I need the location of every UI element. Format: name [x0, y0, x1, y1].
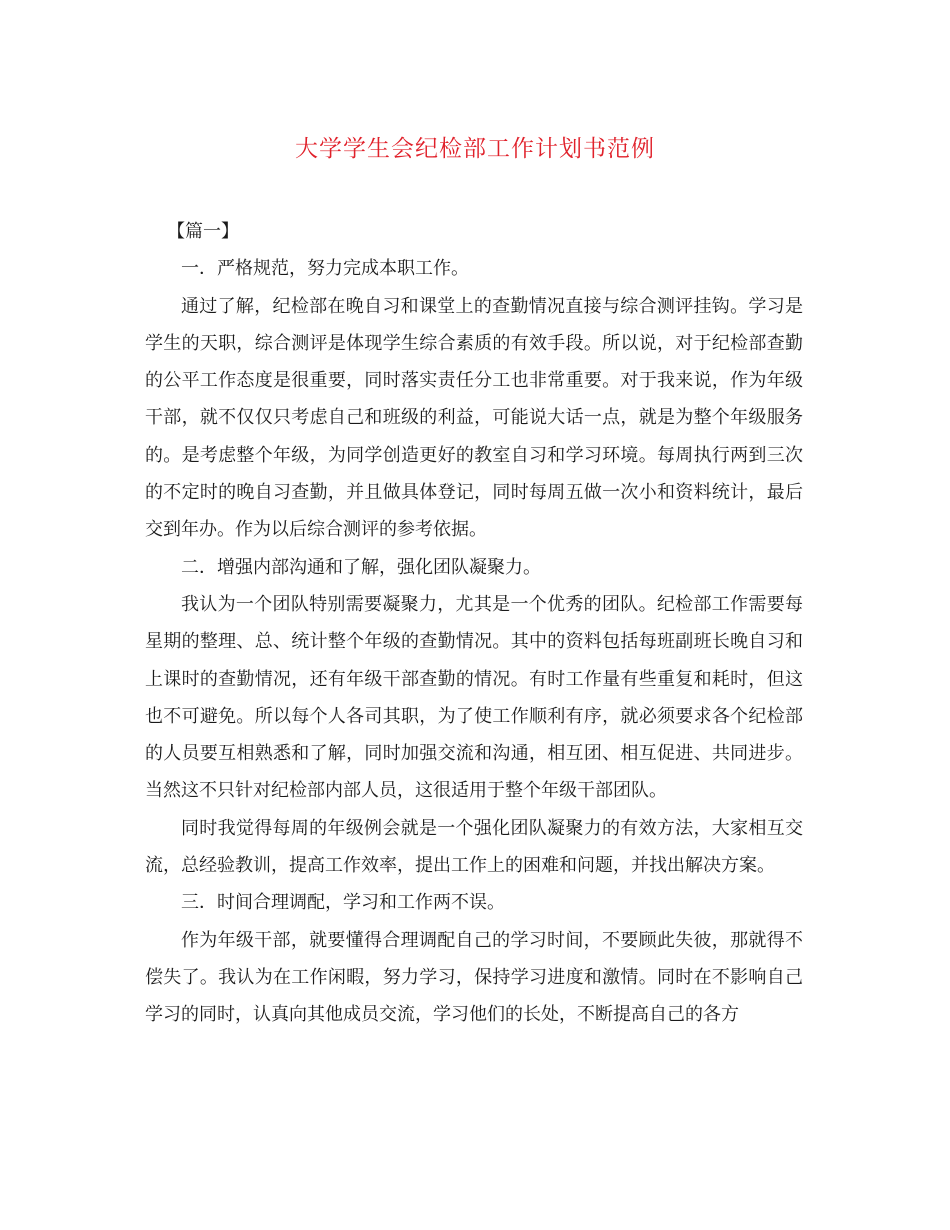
document-body [145, 213, 803, 1034]
section-heading-1: 一．严格规范，努力完成本职工作。 [181, 258, 469, 280]
section-heading-2: 二．增强内部沟通和了解，强化团队凝聚力。 [181, 556, 541, 578]
paragraph: 作为年级干部，就要懂得合理调配自己的学习时间，不要顾此失彼，那就得不偿失了。我认为在工作闲暇，努力学习，保持学习进度和激情。同时在不影响自己学习的同时，认真向其他成员交流，学习他们的长处，不断提高自己的各方 [145, 929, 803, 1026]
paragraph: 同时我觉得每周的年级例会就是一个强化团队凝聚力的有效方法，大家相互交流，总经验教训，提高工作效率，提出工作上的困难和问题，并找出解决方案。 [145, 817, 803, 877]
paragraph: 我认为一个团队特别需要凝聚力，尤其是一个优秀的团队。纪检部工作需要每星期的整理、总、统计整个年级的查勤情况。其中的资料包括每班副班长晚自习和上课时的查勤情况，还有年级干部查勤的情况。有时工作量有些重复和耗时，但这也不可避免。所以每个人各司其职，为了使工作顺利有序，就必须要求各个纪检部的人员要互相熟悉和了解，同时加强交流和沟通，相互团、相互促进、共同进步。当然这不只针对纪检部内部人员，这很适用于整个年级干部团队。 [145, 593, 803, 802]
section-heading-3: 三．时间合理调配，学习和工作两不误。 [181, 892, 505, 914]
paragraph: 通过了解，纪检部在晚自习和课堂上的查勤情况直接与综合测评挂钩。学习是学生的天职，综合测评是体现学生综合素质的有效手段。所以说，对于纪检部查勤的公平工作态度是很重要，同时落实责任分工也非常重要。对于我来说，作为年级干部，就不仅仅只考虑自己和班级的利益，可能说大话一点，就是为整个年级服务的。是考虑整个年级，为同学创造更好的教室自习和学习环境。每周执行两到三次的不定时的晚自习查勤，并且做具体登记，同时每周五做一次小和资料统计，最后交到年办。作为以后综合测评的参考依据。 [145, 295, 803, 541]
section-tag: 【篇一】 [167, 221, 239, 242]
document-title: 大学学生会纪检部工作计划书范例 [295, 136, 655, 162]
